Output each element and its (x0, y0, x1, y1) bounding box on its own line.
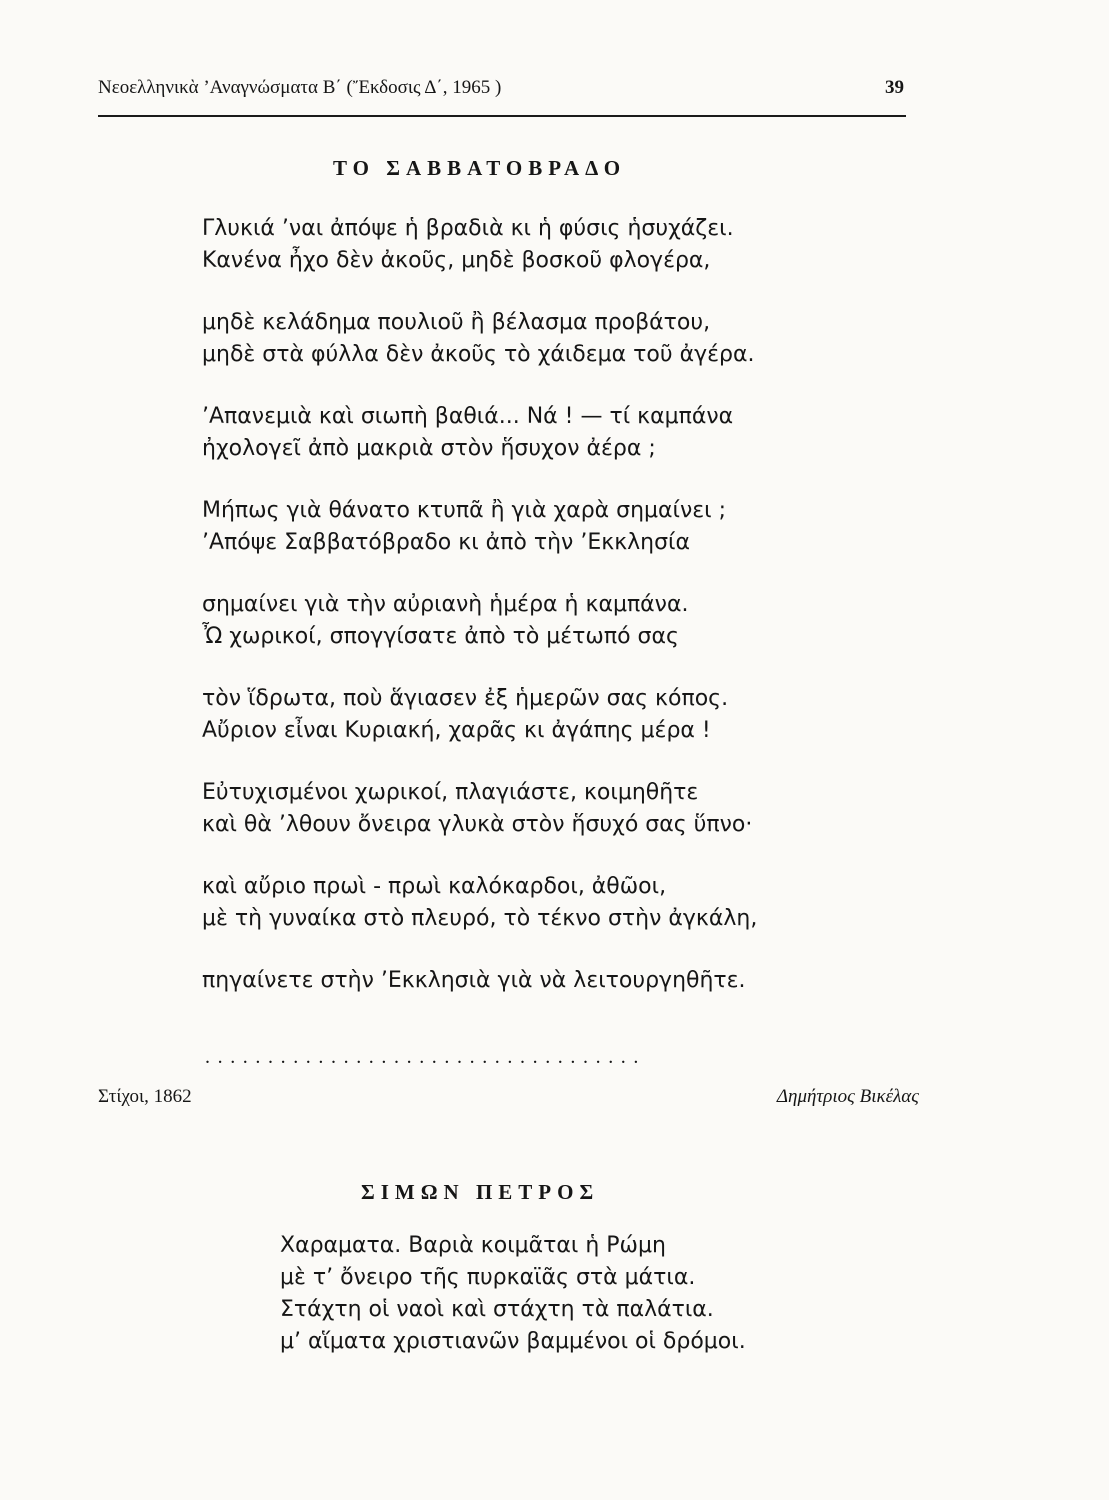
verse-line: μ’ αἵματα χριστιανῶν βαμμένοι οἱ δρόμοι. (280, 1329, 746, 1354)
verse-line: Χαραματα. Βαριὰ κοιμᾶται ἡ Ρώμη (280, 1233, 666, 1258)
ellipsis-line: ................................... (205, 1046, 646, 1068)
verse-line: μηδὲ στὰ φύλλα δὲν ἀκοῦς τὸ χάιδεμα τοῦ ἀγέρα. (202, 342, 755, 367)
stanza-break (202, 653, 757, 683)
author-name: Δημήτριος Βικέλας (776, 1086, 919, 1107)
header-rule (98, 115, 906, 117)
stanza-break (202, 747, 757, 777)
verse-line: καὶ αὔριο πρωὶ - πρωὶ καλόκαρδοι, ἀθῶοι, (202, 874, 667, 899)
stanza-break (202, 841, 757, 871)
verse-line: ’Απανεμιὰ καὶ σιωπὴ βαθιά... Νά ! — τί καμπάνα (202, 404, 734, 429)
stanza-break (202, 371, 757, 401)
verse-line: Εὐτυχισμένοι χωρικοί, πλαγιάστε, κοιμηθῆτε (202, 780, 699, 805)
verse-line: πηγαίνετε στὴν ’Εκκλησιὰ γιὰ νὰ λειτουργηθῆτε. (202, 968, 746, 993)
source-citation: Στίχοι, 1862 (98, 1086, 192, 1107)
stanza-break (202, 559, 757, 589)
verse-line: Στάχτη οἱ ναοὶ καὶ στάχτη τὰ παλάτια. (280, 1297, 714, 1322)
running-header (98, 77, 906, 107)
verse-line: μὲ τ’ ὄνειρο τῆς πυρκαϊᾶς στὰ μάτια. (280, 1265, 696, 1290)
verse-line: ’Απόψε Σαββατόβραδο κι ἀπὸ τὴν ’Εκκλησία (202, 530, 691, 555)
verse-line: μηδὲ κελάδημα πουλιοῦ ἢ βέλασμα προβάτου, (202, 310, 711, 335)
page-number: 39 (885, 77, 904, 98)
verse-line: Αὔριον εἶναι Κυριακή, χαρᾶς κι ἀγάπης μέρα ! (202, 718, 711, 743)
verse-line: Γλυκιά ’ναι ἀπόψε ἡ βραδιὰ κι ἡ φύσις ἡσυχάζει. (202, 216, 734, 241)
stanza-break (202, 277, 757, 307)
poem-title-1: ΤΟ ΣΑΒΒΑΤΟΒΡΑΔΟ (333, 156, 627, 180)
verse-line: μὲ τὴ γυναίκα στὸ πλευρό, τὸ τέκνο στὴν ἀγκάλη, (202, 906, 758, 931)
verse-line: Ὦ χωρικοί, σπογγίσατε ἀπὸ τὸ μέτωπό σας (202, 624, 679, 649)
verse-line: Κανένα ἦχο δὲν ἀκοῦς, μηδὲ βοσκοῦ φλογέρα, (202, 248, 711, 273)
verse-line: ἠχολογεῖ ἀπὸ μακριὰ στὸν ἥσυχον ἀέρα ; (202, 436, 656, 461)
verse-line: καὶ θὰ ’λθουν ὄνειρα γλυκὰ στὸν ἥσυχό σας ὕπνο· (202, 812, 753, 837)
poem-body-2 (280, 1230, 746, 1358)
running-head: Νεοελληνικὰ ’Αναγνώσματα Β΄ (Ἔκδοσις Δ΄, 1965 ) (98, 77, 502, 98)
stanza-break (202, 465, 757, 495)
poem-title-2: ΣΙΜΩΝ ΠΕΤΡΟΣ (361, 1180, 600, 1204)
poem-body-1 (202, 213, 757, 997)
verse-line: τὸν ἵδρωτα, ποὺ ἅγιασεν ἐξ ἡμερῶν σας κόπος. (202, 686, 729, 711)
stanza-break (202, 935, 757, 965)
verse-line: Μήπως γιὰ θάνατο κτυπᾶ ἢ γιὰ χαρὰ σημαίνει ; (202, 498, 727, 523)
verse-line: σημαίνει γιὰ τὴν αὐριανὴ ἡμέρα ἡ καμπάνα. (202, 592, 689, 617)
